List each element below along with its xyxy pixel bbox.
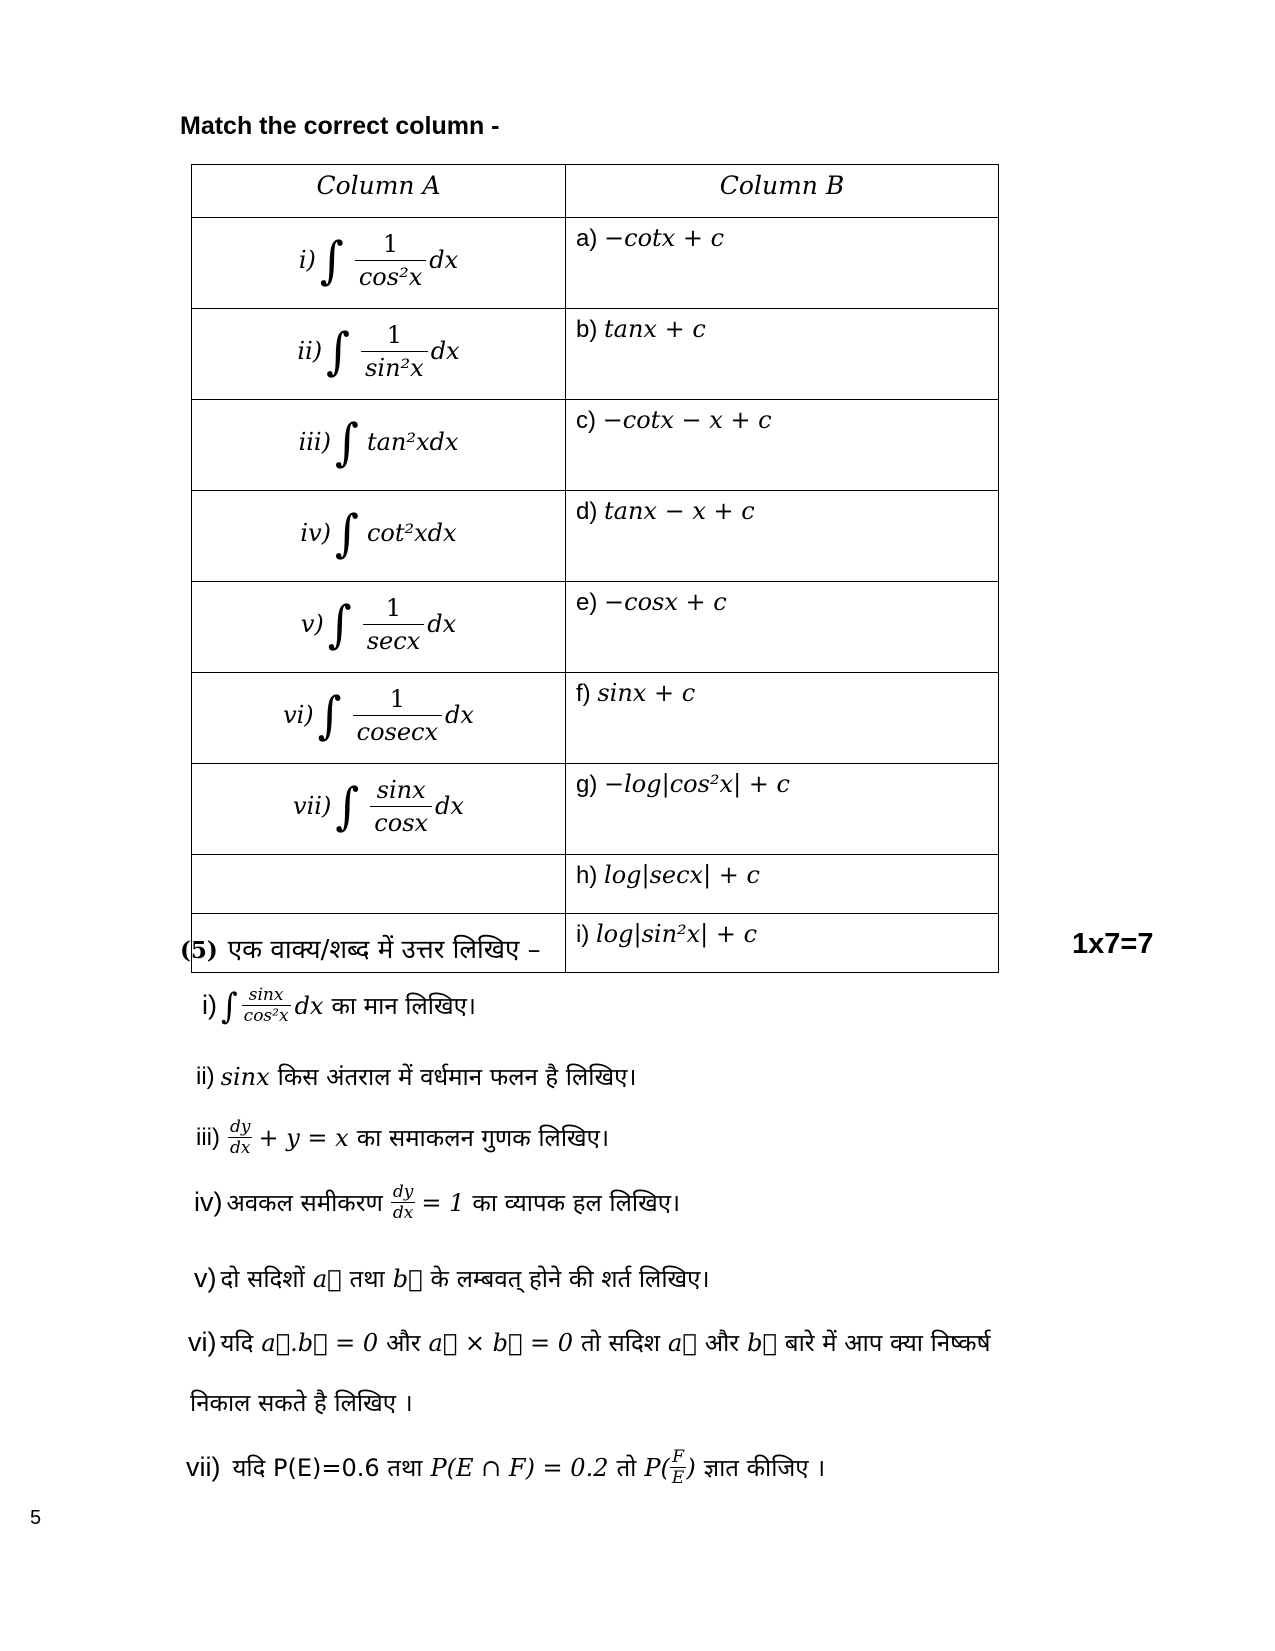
column-a-cell: vii) ∫ $\frac{\sin x}{\cos x}$ dx xyxy=(192,764,566,855)
column-b-cell: b) tanx + c xyxy=(566,309,999,400)
sub-question-ii: ii) sinx किस अंतराल में वर्धमान फलन है लिखिए। xyxy=(196,1062,637,1091)
sub-question-v: v) दो सदिशों a⃗ तथा b⃗ के लम्बवत् होने की शर्त लिखिए। xyxy=(194,1263,710,1293)
integral-sign: ∫ xyxy=(334,412,359,472)
question-5-heading: (5) एक वाक्य/शब्द में उत्तर लिखिए – xyxy=(180,935,541,965)
column-a-cell: v) ∫ $\frac{1}{\sec x}$ dx xyxy=(192,582,566,673)
integral-sign: ∫ xyxy=(335,503,359,563)
column-a-cell: vi) ∫ $\frac{1}{cosecx}$ dx xyxy=(192,673,566,764)
page-number: 5 xyxy=(30,1507,42,1529)
column-b-cell: g) −log|cos²x| + c xyxy=(566,764,999,855)
column-a-cell: ii) ∫ $\frac{1}{\text{sin²x}}$ dx xyxy=(192,309,566,400)
sub-question-iii: iii) dy dx + y = x का समाकलन गुणक लिखिए। xyxy=(196,1117,610,1158)
sub-question-vi: vi) यदि a⃗.b⃗ = 0 और a⃗ × b⃗ = 0 तो सदिश a⃗ और b⃗ बारे में आप क्या निष्कर्ष xyxy=(188,1327,991,1357)
column-b-cell: f) sinx + c xyxy=(566,673,999,764)
integral-sign: ∫ xyxy=(327,594,352,654)
table-row xyxy=(192,218,999,309)
table-row xyxy=(192,400,999,491)
column-b-cell: i) log|sin²x| + c xyxy=(566,914,999,973)
sub-question-iv: iv) अवकल समीकरण $\frac{dy}{dx}$ = 1 का व्यापक हल लिखिए। xyxy=(194,1182,681,1223)
column-b-cell: a) −cotx + c xyxy=(566,218,999,309)
integral-sign: ∫ xyxy=(326,321,351,381)
table-row xyxy=(192,673,999,764)
table-row xyxy=(192,764,999,855)
integral-sign: ∫ xyxy=(319,230,344,290)
match-table xyxy=(191,164,999,973)
integral-sign: ∫ xyxy=(335,776,360,836)
table-row xyxy=(192,491,999,582)
column-a-header: Column A xyxy=(192,165,566,218)
sub-question-vii: vii) यदि P(E)=0.6 तथा P(E ∩ F) = 0.2 तो P( F E ) ज्ञात कीजिए । xyxy=(186,1447,826,1488)
column-a-cell: iii) ∫ tan²xdx xyxy=(192,400,566,491)
column-b-cell: c) −cotx − x + c xyxy=(566,400,999,491)
sub-question-vi-continued: निकाल सकते है लिखिए । xyxy=(190,1389,413,1417)
table-header-row xyxy=(192,165,999,218)
integral-sign: ∫ xyxy=(317,685,342,745)
sub-question-i: i) ∫ sinx cos²x dx का मान लिखिए। xyxy=(202,984,476,1027)
column-b-header: Column B xyxy=(566,165,999,218)
question-5-marks: 1x7=7 xyxy=(1072,928,1154,960)
table-row xyxy=(192,855,999,914)
column-a-cell-empty xyxy=(192,855,566,914)
section-heading: Match the correct column - xyxy=(180,112,500,140)
table-row xyxy=(192,582,999,673)
column-b-cell: e) −cosx + c xyxy=(566,582,999,673)
table-row xyxy=(192,309,999,400)
column-b-cell: h) log|secx| + c xyxy=(566,855,999,914)
column-a-cell: iv) ∫ cot²xdx xyxy=(192,491,566,582)
integral-sign: ∫ xyxy=(221,984,238,1027)
column-b-cell: d) tanx − x + c xyxy=(566,491,999,582)
column-a-cell: i) ∫ $\frac{1}{\text{cos²x}}$ dx xyxy=(192,218,566,309)
